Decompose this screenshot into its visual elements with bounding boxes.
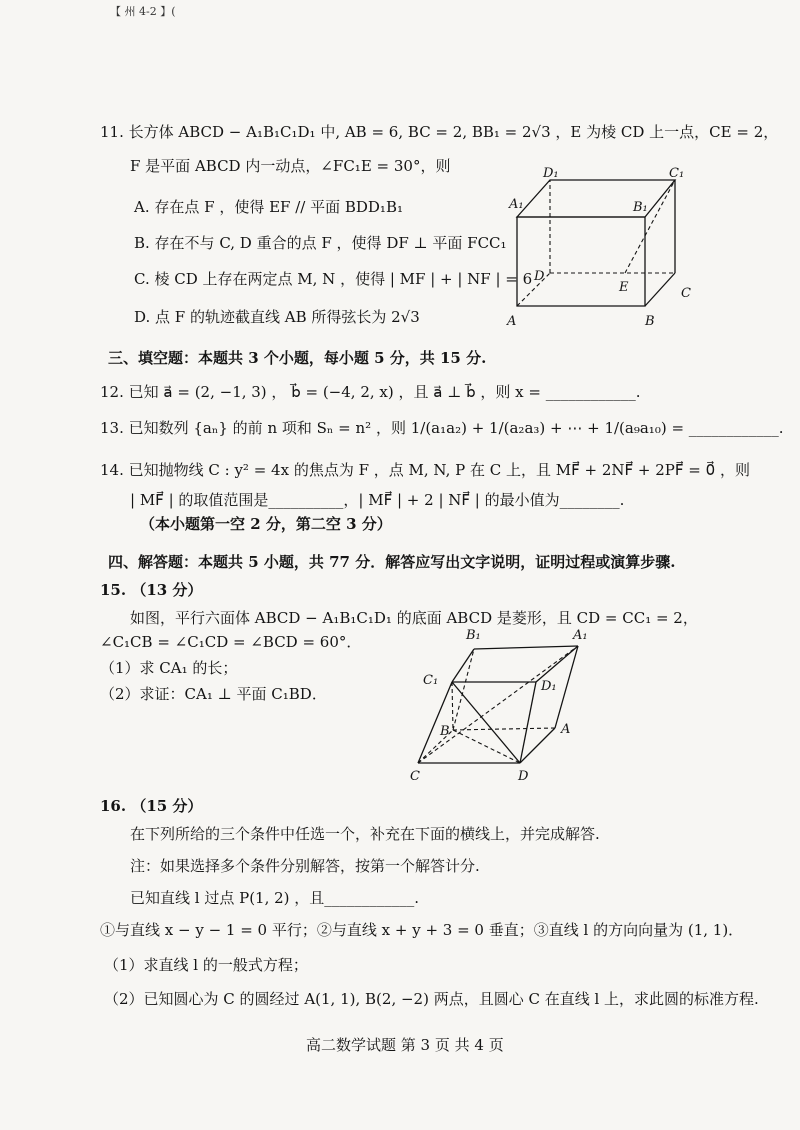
q11-line2: F 是平面 ABCD 内一动点，∠FC₁E = 30°，则 [130, 157, 451, 175]
q15-line1: 如图，平行六面体 ABCD − A₁B₁C₁D₁ 的底面 ABCD 是菱形，且 CD = CC₁ = 2， [130, 609, 698, 627]
fig15-label-b1: B₁ [466, 628, 481, 643]
fig11-label-a: A [507, 314, 517, 329]
fig15-label-c: C [410, 769, 420, 784]
q14-line2: | MF⃗ | 的取值范围是__________，| MF⃗ | + 2 | NF⃗ | 的最小值为________. [130, 491, 625, 509]
section4-title: 四、解答题：本题共 5 小题，共 77 分．解答应写出文字说明，证明过程或演算步骤. [108, 553, 676, 571]
fig15-label-a: A [561, 722, 571, 737]
cuboid-top-face [517, 180, 675, 217]
pp-hidden-ba [453, 728, 555, 730]
pp-hidden-c1b [452, 682, 453, 730]
fig11-label-d: D [534, 269, 545, 284]
q11-option-b: B. 存在不与 C, D 重合的点 F ，使得 DF ⊥ 平面 FCC₁ [134, 234, 507, 252]
q13-text: 13. 已知数列 {aₙ} 的前 n 项和 Sₙ = n² ，则 1/(a₁a₂) + 1/(a₂a₃) + ⋯ + 1/(a₉a₁₀) = ____________. [100, 419, 784, 437]
pp-edge-aa1 [555, 646, 578, 728]
fig11-label-e: E [619, 280, 629, 295]
q14-line1: 14. 已知抛物线 C : y² = 4x 的焦点为 F ，点 M, N, P 在 C 上，且 MF⃗ + 2NF⃗ + 2PF⃗ = 0⃗ ，则 [100, 461, 750, 479]
pp-hidden-bd [453, 730, 520, 763]
fig11-label-b1: B₁ [633, 200, 648, 215]
page-footer: 高二数学试题 第 3 页 共 4 页 [306, 1036, 504, 1054]
q15-line2: ∠C₁CB = ∠C₁CD = ∠BCD = 60°． [100, 633, 362, 651]
q15-part1: （1）求 CA₁ 的长； [100, 659, 238, 677]
q16-conditions: ①与直线 x − y − 1 = 0 平行；②与直线 x + y + 3 = 0 垂直；③直线 l 的方向向量为 (1, 1)． [100, 921, 744, 939]
q16-line3: 已知直线 l 过点 P(1, 2) ，且____________. [130, 889, 420, 907]
section3-title: 三、填空题：本题共 3 个小题，每小题 5 分，共 15 分. [108, 349, 487, 367]
pp-edge-dd1 [520, 682, 536, 763]
q16-head: 16. （15 分） [100, 797, 203, 815]
pp-edge-c1b1 [452, 649, 474, 682]
fig15-label-d1: D₁ [541, 679, 557, 694]
header-stamp: 【 州 4-2 】( [110, 5, 176, 18]
cuboid-hidden-ec1 [625, 180, 675, 273]
q16-line2: 注：如果选择多个条件分别解答，按第一个解答计分. [130, 857, 480, 875]
fig11-label-d1: D₁ [543, 166, 559, 181]
fig15-label-b: B [440, 724, 450, 739]
fig11-label-c: C [681, 286, 691, 301]
fig11-label-c1: C₁ [669, 166, 685, 181]
q11-option-d: D. 点 F 的轨迹截直线 AB 所得弦长为 2√3 [134, 308, 420, 326]
q11-option-c: C. 棱 CD 上存在两定点 M, N ，使得 | MF | + | NF | = 6 [134, 270, 533, 288]
fig15-label-a1: A₁ [573, 628, 588, 643]
q15-head: 15. （13 分） [100, 581, 203, 599]
pp-edge-c1c [418, 682, 452, 763]
fig15-label-c1: C₁ [423, 673, 439, 688]
q12-text: 12. 已知 a⃗ = (2, −1, 3) ， b⃗ = (−4, 2, x) ，且 a⃗ ⊥ b⃗ ，则 x = ____________. [100, 383, 641, 401]
q15-part2: （2）求证：CA₁ ⊥ 平面 C₁BD． [100, 685, 327, 703]
pp-edge-b1a1 [474, 646, 578, 649]
cuboid-figure [505, 165, 705, 330]
fig11-label-b: B [645, 314, 655, 329]
q11-line1: 11. 长方体 ABCD − A₁B₁C₁D₁ 中, AB = 6, BC = 2, BB₁ = 2√3 ，E 为棱 CD 上一点，CE = 2， [100, 123, 779, 141]
q11-option-a: A. 存在点 F ，使得 EF // 平面 BDD₁B₁ [134, 198, 403, 216]
fig15-label-d: D [518, 769, 529, 784]
q16-part2: （2）已知圆心为 C 的圆经过 A(1, 1), B(2, −2) 两点，且圆心 C 在直线 l 上，求此圆的标准方程. [104, 990, 759, 1008]
pp-hidden-bb1 [453, 649, 474, 730]
parallelepiped-figure [410, 622, 610, 787]
pp-edge-a1d1 [536, 646, 578, 682]
cuboid-edge-bc [645, 273, 675, 306]
q16-part1: （1）求直线 l 的一般式方程； [104, 956, 308, 974]
fig11-label-a1: A₁ [509, 197, 524, 212]
q14-note: （本小题第一空 2 分，第二空 3 分） [140, 515, 392, 533]
q16-line1: 在下列所给的三个条件中任选一个，补充在下面的横线上，并完成解答. [130, 825, 600, 843]
